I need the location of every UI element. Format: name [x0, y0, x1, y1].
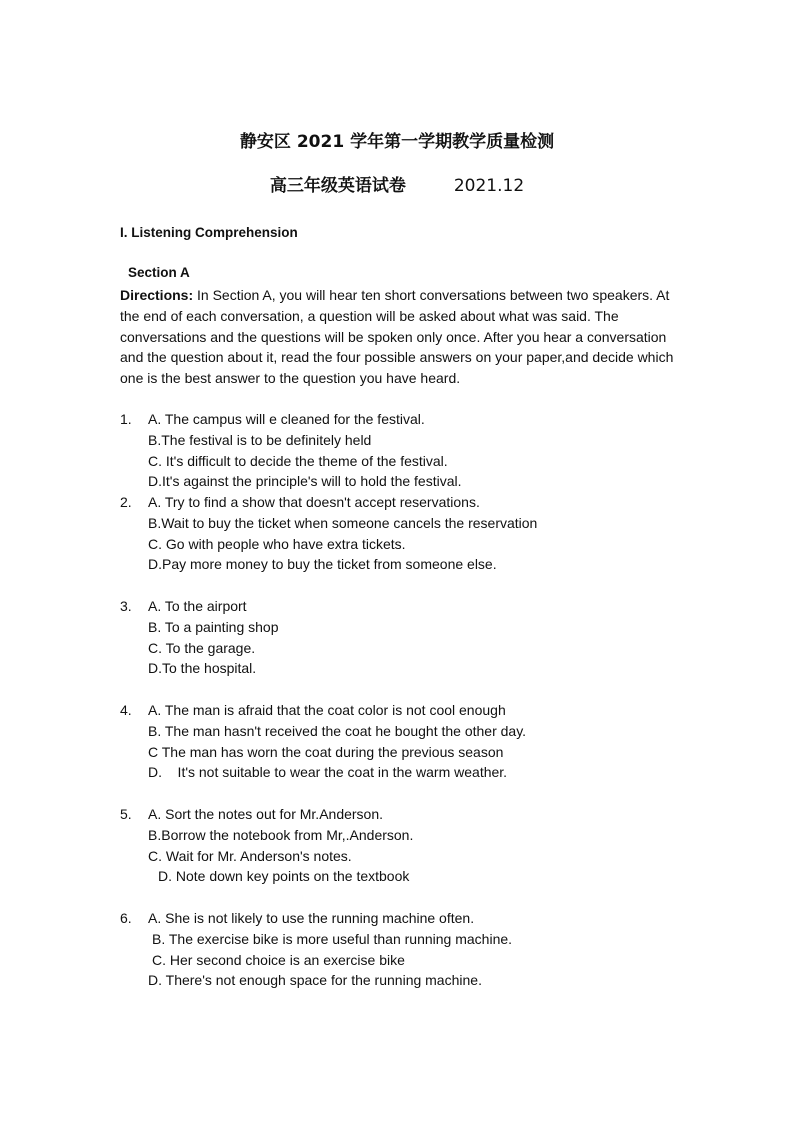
- option-d: D. It's not suitable to wear the coat in the warm weather.: [148, 764, 508, 780]
- question-number: 2.: [120, 494, 132, 510]
- directions-label: Directions:: [120, 287, 194, 303]
- exam-subject: 高三年级英语试卷: [269, 176, 406, 196]
- option-a: A. Sort the notes out for Mr.Anderson.: [148, 806, 384, 822]
- option-a: A. Try to find a show that doesn't accept reservations.: [148, 494, 480, 510]
- exam-subtitle: [0, 171, 794, 196]
- question-number: 5.: [120, 806, 132, 822]
- question-number: 1.: [120, 411, 132, 427]
- option-d: D. Note down key points on the textbook: [158, 868, 410, 884]
- exam-title: 静安区 2021 学年第一学期教学质量检测: [239, 132, 555, 152]
- option-c: C. Go with people who have extra tickets.: [148, 536, 406, 552]
- option-a: A. The man is afraid that the coat color is not cool enough: [148, 702, 506, 718]
- question-number: 6.: [120, 910, 132, 926]
- option-d: D.To the hospital.: [148, 660, 257, 676]
- part-heading: I. Listening Comprehension: [120, 225, 298, 240]
- option-c: C. It's difficult to decide the theme of the festival.: [148, 453, 448, 469]
- question-number: 4.: [120, 702, 132, 718]
- option-d: D. There's not enough space for the running machine.: [148, 972, 482, 988]
- directions: [120, 285, 690, 389]
- option-d: D.It's against the principle's will to hold the festival.: [148, 473, 462, 489]
- option-b: B. The exercise bike is more useful than running machine.: [152, 931, 513, 947]
- exam-date: 2021.12: [453, 176, 525, 196]
- option-a: A. To the airport: [148, 598, 247, 614]
- option-b: B.The festival is to be definitely held: [148, 432, 372, 448]
- directions-text: In Section A, you will hear ten short conversations between two speakers. At the end of each conversation, a question will be asked about what was said. The conversations and the questions will be spoken only once. After you hear a conversation and the question about it, read the four possible answers on your paper,and decide which one is the best answer to the question you have heard.: [120, 287, 674, 387]
- option-c: C. Wait for Mr. Anderson's notes.: [148, 848, 352, 864]
- option-b: B.Wait to buy the ticket when someone cancels the reservation: [148, 515, 538, 531]
- option-b: B. The man hasn't received the coat he bought the other day.: [148, 723, 527, 739]
- option-c: C The man has worn the coat during the previous season: [148, 744, 504, 760]
- section-heading: Section A: [128, 265, 190, 280]
- option-c: C. To the garage.: [148, 640, 256, 656]
- option-d: D.Pay more money to buy the ticket from someone else.: [148, 556, 497, 572]
- option-b: B.Borrow the notebook from Mr,.Anderson.: [148, 827, 414, 843]
- option-c: C. Her second choice is an exercise bike: [152, 952, 405, 968]
- question-number: 3.: [120, 598, 132, 614]
- option-a: A. The campus will e cleaned for the festival.: [148, 411, 425, 427]
- option-b: B. To a painting shop: [148, 619, 279, 635]
- option-a: A. She is not likely to use the running machine often.: [148, 910, 475, 926]
